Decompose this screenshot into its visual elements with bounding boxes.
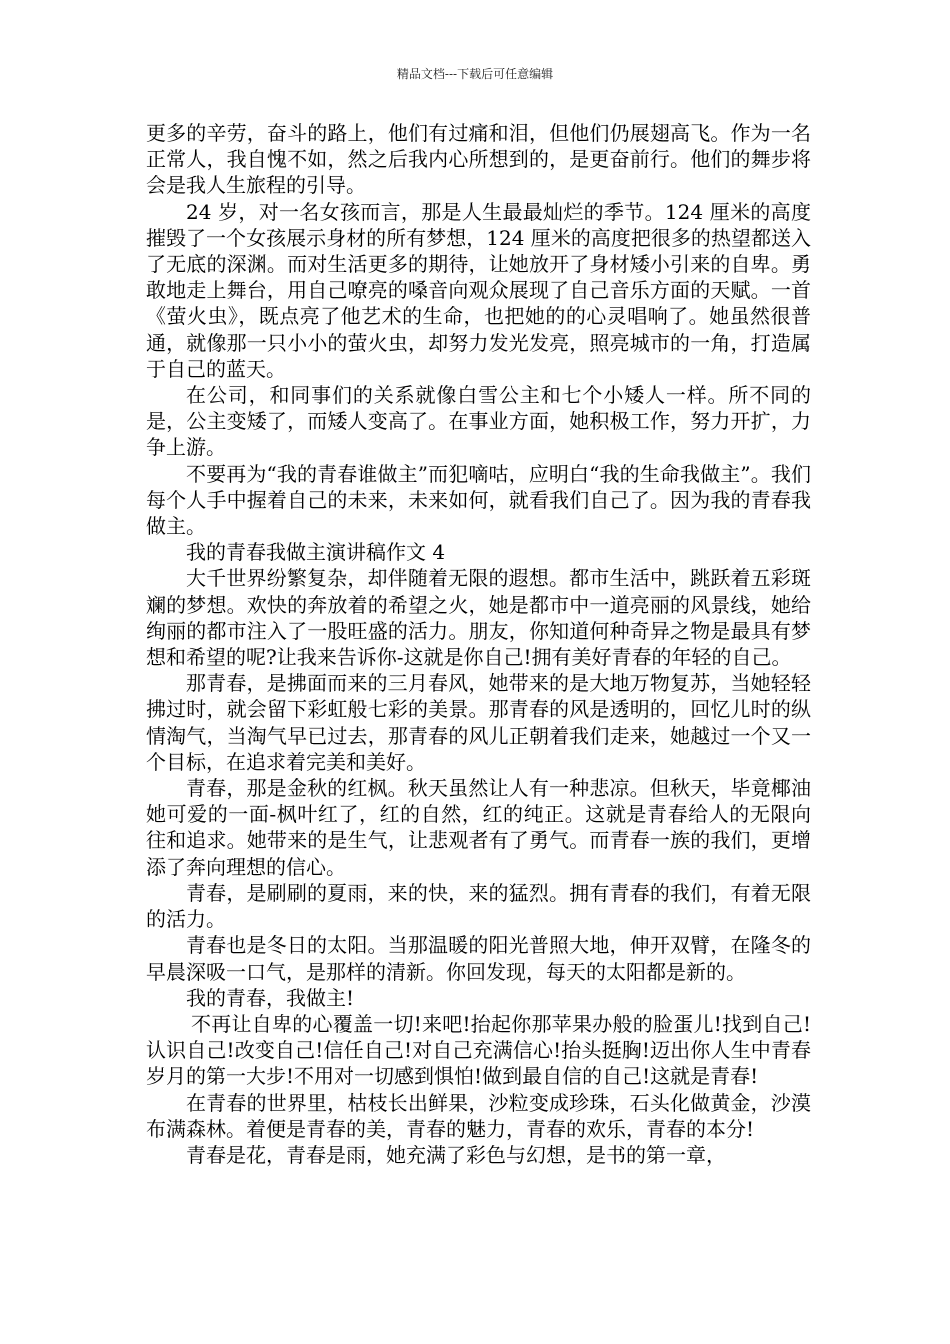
paragraph: 青春，那是金秋的红枫。秋天虽然让人有一种悲凉。但秋天，毕竟椰油她可爱的一面-枫叶红了，红的自然，红的纯正。这就是青春给人的无限向往和追求。她带来的是生气，让悲观者有了勇气。而青春一族的我们，更增添了奔向理想的信心。 (146, 776, 811, 879)
paragraph: 在公司，和同事们的关系就像白雪公主和七个小矮人一样。所不同的是，公主变矮了，而矮人变高了。在事业方面，她积极工作，努力开扩，力争上游。 (146, 383, 811, 460)
paragraph: 青春，是刷刷的夏雨，来的快，来的猛烈。拥有青春的我们，有着无限的活力。 (146, 880, 811, 932)
section-heading: 我的青春我做主演讲稿作文 4 (186, 540, 446, 565)
page-header: 精品文档---下载后可任意编辑 (396, 67, 554, 81)
paragraph: 那青春，是拂面而来的三月春风，她带来的是大地万物复苏，当她轻轻拂过时，就会留下彩虹般七彩的美景。那青春的风是透明的，回忆儿时的纵情淘气，当淘气早已过去，那青春的风儿正朝着我们走来，她越过一个又一个目标，在追求着完美和美好。 (146, 671, 811, 774)
paragraph: 在青春的世界里，枯枝长出鲜果，沙粒变成珍珠，石头化做黄金，沙漠布满森林。着便是青春的美，青春的魅力，青春的欢乐，青春的本分! (146, 1090, 811, 1141)
paragraph: 不再让自卑的心覆盖一切!来吧!抬起你那苹果办般的脸蛋儿!找到自己!认识自己!改变自己!信任自己!对自己充满信心!抬头挺胸!迈出你人生中青春岁月的第一大步!不用对一切感到惧怕!做到最自信的自己!这就是青春! (146, 1011, 811, 1089)
document-body (146, 120, 811, 1168)
paragraph: 不要再为“我的青春谁做主”而犯嘀咕，应明白“我的生命我做主”。我们每个人手中握着自己的未来，未来如何，就看我们自己了。因为我的青春我做主。 (146, 461, 811, 539)
paragraph: 更多的辛劳，奋斗的路上，他们有过痛和泪，但他们仍展翅高飞。作为一名正常人，我自愧不如，然之后我内心所想到的，是更奋前行。他们的舞步将会是我人生旅程的引导。 (146, 121, 811, 198)
paragraph: 大千世界纷繁复杂，却伴随着无限的遐想。都市生活中，跳跃着五彩斑斓的梦想。欢快的奔放着的希望之火，她是都市中一道亮丽的风景线，她给绚丽的都市注入了一股旺盛的活力。朋友，你知道何种奇异之物是最具有梦想和希望的呢?让我来告诉你-这就是你自己!拥有美好青春的年轻的自己。 (146, 566, 811, 670)
paragraph: 青春是花，青春是雨，她充满了彩色与幻想，是书的第一章， (186, 1142, 726, 1167)
paragraph: 我的青春，我做主! (186, 985, 355, 1010)
paragraph: 青春也是冬日的太阳。当那温暖的阳光普照大地，伸开双臂，在隆冬的早晨深吸一口气，是那样的清新。你回发现，每天的太阳都是新的。 (146, 933, 811, 984)
paragraph: 24 岁，对一名女孩而言，那是人生最最灿烂的季节。124 厘米的高度摧毁了一个女孩展示身材的所有梦想，124 厘米的高度把很多的热望都送入了无底的深渊。而对生活更多的期待，让她放开了身材矮小引来的自卑。勇敢地走上舞台，用自己嘹亮的嗓音向观众展现了自己音乐方面的天赋。一首《萤火虫》，既点亮了他艺术的生命，也把她的的心灵唱响了。她虽然很普通，就像那一只小小的萤火虫，却努力发光发亮，照亮城市的一角，打造属于自己的蓝天。 (146, 199, 811, 381)
